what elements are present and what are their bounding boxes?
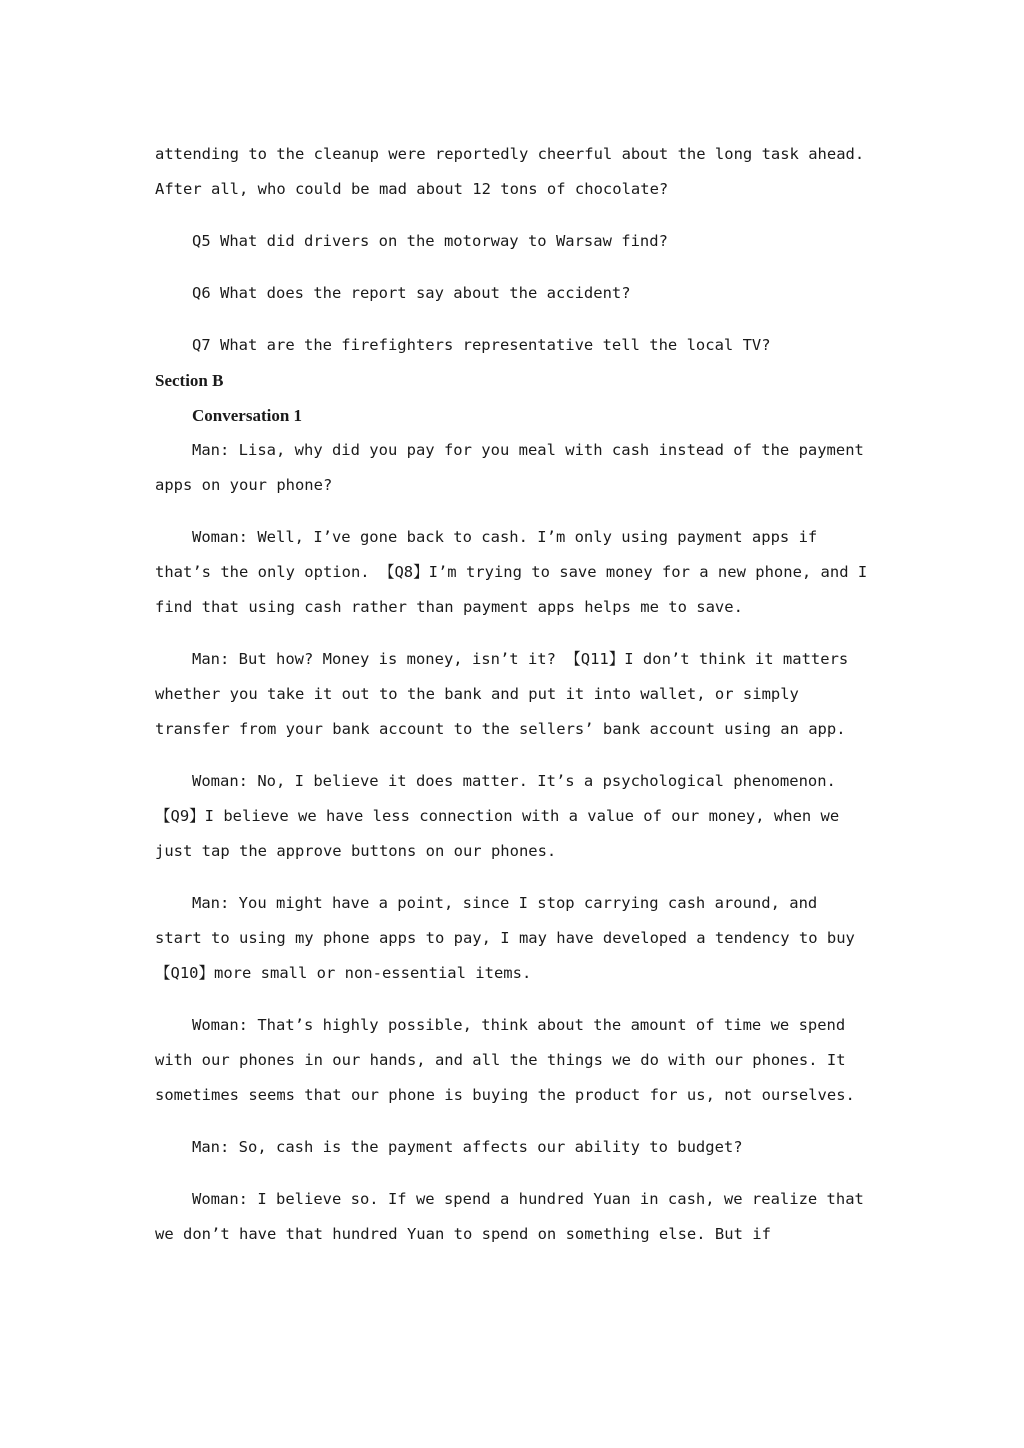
- dialogue-line: Man: But how? Money is money, isn’t it? 【Q11】I don’t think it matters whether you take it out to the bank and put it into wallet, or simply transfer from your bank account to the sellers’ bank account using an app.: [155, 650, 849, 738]
- dialogue-line: Man: Lisa, why did you pay for you meal with cash instead of the payment apps on your phone?: [155, 441, 864, 494]
- question-q5: Q5 What did drivers on the motorway to Warsaw find?: [192, 232, 668, 250]
- conversation-heading: Conversation 1: [192, 406, 303, 425]
- question-q7: Q7 What are the firefighters representative tell the local TV?: [192, 336, 771, 354]
- dialogue-line: Man: You might have a point, since I stop carrying cash around, and start to using my phone apps to pay, I may have developed a tendency to buy 【Q10】more small or non-essential items.: [155, 894, 855, 982]
- dialogue-line: Woman: Well, I’ve gone back to cash. I’m only using payment apps if that’s the only option. 【Q8】I’m trying to save money for a new phone, and I find that using cash rather than payment apps helps me to save.: [155, 528, 868, 616]
- dialogue-line: Woman: No, I believe it does matter. It’s a psychological phenomenon. 【Q9】I believe we have less connection with a value of our money, when we just tap the approve buttons on our phones.: [155, 772, 840, 860]
- section-heading: Section B: [155, 371, 224, 390]
- question-q6: Q6 What does the report say about the accident?: [192, 284, 631, 302]
- dialogue-line: Woman: I believe so. If we spend a hundred Yuan in cash, we realize that we don’t have that hundred Yuan to spend on something else. But if: [155, 1190, 864, 1243]
- document-page: [155, 137, 871, 1269]
- dialogue-line: Woman: That’s highly possible, think about the amount of time we spend with our phones in our hands, and all the things we do with our phones. It sometimes seems that our phone is buying the product for us, not ourselves.: [155, 1016, 855, 1104]
- dialogue-line: Man: So, cash is the payment affects our ability to budget?: [192, 1138, 743, 1156]
- intro-paragraph: attending to the cleanup were reportedly cheerful about the long task ahead. After all, who could be mad about 12 tons of chocolate?: [155, 145, 865, 198]
